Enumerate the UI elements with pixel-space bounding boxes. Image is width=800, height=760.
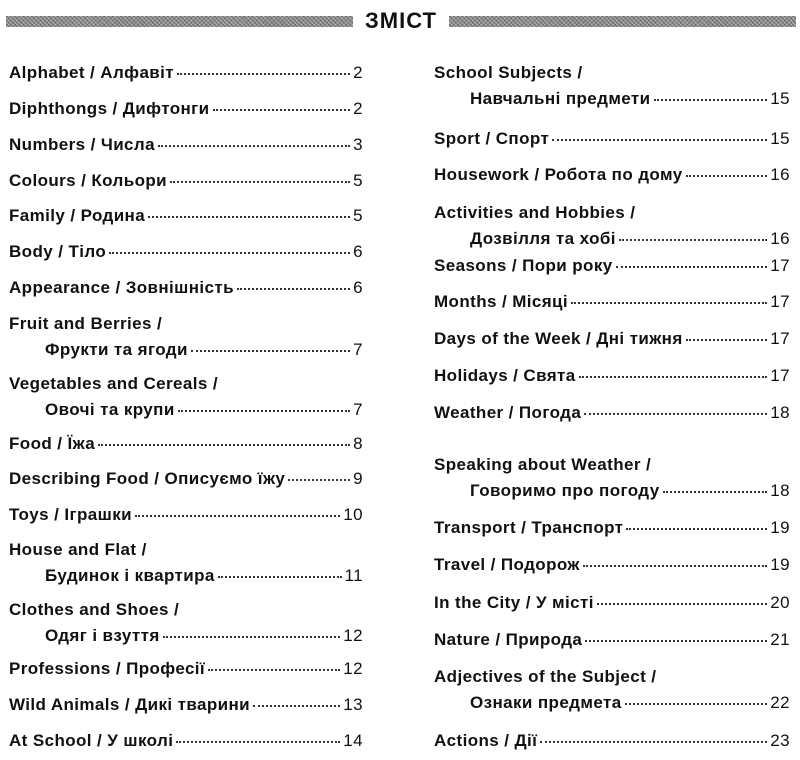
toc-leader-dots <box>686 175 768 177</box>
toc-entry[interactable] <box>434 253 790 279</box>
toc-page-number: 9 <box>353 469 363 488</box>
toc-entry-title-line <box>9 466 363 492</box>
toc-page-number: 22 <box>770 693 790 712</box>
toc-entry-title-line <box>434 590 790 616</box>
toc-entry-text: Fruit and Berries / <box>9 314 163 333</box>
toc-entry-title-line <box>9 371 363 397</box>
toc-entry-text: In the City / У місті <box>434 593 594 612</box>
toc-leader-dots <box>135 515 340 517</box>
toc-entry-text: Toys / Іграшки <box>9 505 132 524</box>
toc-page-number: 17 <box>770 256 790 275</box>
toc-entry-title-line <box>9 692 363 718</box>
toc-page-number: 17 <box>770 329 790 348</box>
toc-leader-dots <box>654 99 768 101</box>
toc-entry-title-line <box>9 656 363 682</box>
toc-entry-title-line <box>9 96 363 122</box>
toc-page-number: 5 <box>353 171 363 190</box>
toc-entry-title-line <box>9 502 363 528</box>
toc-entry-subtitle-line <box>9 397 363 423</box>
toc-entry-text: Body / Тіло <box>9 242 107 261</box>
toc-leader-dots <box>686 339 768 341</box>
toc-entry-text: Months / Місяці <box>434 292 569 311</box>
toc-entry[interactable] <box>434 728 790 754</box>
toc-leader-dots <box>626 528 767 530</box>
toc-entry-text: Holidays / Свята <box>434 366 576 385</box>
toc-leader-dots <box>158 145 350 147</box>
toc-leader-dots <box>218 576 342 578</box>
toc-leader-dots <box>552 139 767 141</box>
toc-entry[interactable] <box>434 60 790 112</box>
toc-page-number: 12 <box>343 626 363 645</box>
contents-title: ЗМІСТ <box>365 8 437 33</box>
toc-entry-title-line <box>434 728 790 754</box>
toc-entry-text: At School / У школі <box>9 731 174 750</box>
toc-leader-dots <box>540 741 767 743</box>
header-decorative-bar-left <box>6 16 353 27</box>
toc-entry[interactable] <box>9 466 363 492</box>
toc-leader-dots <box>237 288 350 290</box>
toc-entry-title-line <box>9 239 363 265</box>
toc-page-number: 13 <box>343 695 363 714</box>
toc-page-number: 12 <box>343 659 363 678</box>
toc-entry-text: Alphabet / Алфавіт <box>9 63 174 82</box>
toc-entry-title-line <box>434 363 790 389</box>
toc-entry-title-line <box>434 60 790 86</box>
toc-entry[interactable] <box>9 132 363 158</box>
toc-entry[interactable] <box>9 692 363 718</box>
toc-leader-dots <box>191 350 350 352</box>
toc-entry-title-line <box>9 537 363 563</box>
toc-entry[interactable] <box>9 275 363 301</box>
toc-leader-dots <box>98 444 350 446</box>
toc-entry-text: Transport / Транспорт <box>434 518 624 537</box>
toc-entry[interactable] <box>434 289 790 315</box>
toc-entry-text: Professions / Професії <box>9 659 206 678</box>
toc-entry-subtitle-line <box>434 226 790 252</box>
toc-entry-title-line <box>434 289 790 315</box>
toc-entry-text: Weather / Погода <box>434 403 582 422</box>
toc-entry-title-line <box>9 203 363 229</box>
toc-entry[interactable] <box>9 203 363 229</box>
toc-entry-text: Numbers / Числа <box>9 135 155 154</box>
toc-page-number: 6 <box>353 242 363 261</box>
toc-page-number: 7 <box>353 400 363 419</box>
toc-leader-dots <box>148 216 350 218</box>
toc-entry-title-line <box>434 200 790 226</box>
toc-page-number: 19 <box>770 555 790 574</box>
toc-page-number: 7 <box>353 340 363 359</box>
toc-entry[interactable] <box>9 537 363 589</box>
toc-entry[interactable] <box>434 452 790 504</box>
toc-page-number: 10 <box>343 505 363 524</box>
toc-leader-dots <box>170 181 350 183</box>
toc-leader-dots <box>597 603 767 605</box>
toc-entry-subtitle-line <box>9 337 363 363</box>
toc-entry-text: Дозвілля та хобі <box>470 229 616 248</box>
toc-entry-text: Describing Food / Описуємо їжу <box>9 469 286 488</box>
contents-header <box>0 8 800 34</box>
toc-page-number: 16 <box>770 165 790 184</box>
toc-leader-dots <box>584 413 767 415</box>
toc-entry-subtitle-line <box>434 690 790 716</box>
toc-entry-title-line <box>434 326 790 352</box>
toc-entry-title-line <box>434 400 790 426</box>
toc-entry[interactable] <box>9 431 363 457</box>
toc-entry-title-line <box>434 162 790 188</box>
toc-entry-text: Sport / Спорт <box>434 129 550 148</box>
toc-leader-dots <box>163 636 341 638</box>
toc-entry-title-line <box>9 60 363 86</box>
toc-entry-subtitle-line <box>434 478 790 504</box>
toc-entry-text: Vegetables and Cereals / <box>9 374 218 393</box>
header-decorative-bar-right <box>449 16 796 27</box>
toc-page-number: 15 <box>770 129 790 148</box>
toc-entry[interactable] <box>434 400 790 426</box>
toc-entry-text: Seasons / Пори року <box>434 256 613 275</box>
toc-entry[interactable] <box>9 60 363 86</box>
toc-entry[interactable] <box>9 168 363 194</box>
toc-page-number: 17 <box>770 292 790 311</box>
toc-entry-title-line <box>434 452 790 478</box>
toc-entry[interactable] <box>9 311 363 363</box>
toc-entry[interactable] <box>434 552 790 578</box>
toc-entry-text: Family / Родина <box>9 206 146 225</box>
toc-page-number: 18 <box>770 481 790 500</box>
toc-entry[interactable] <box>9 96 363 122</box>
toc-entry-text: Clothes and Shoes / <box>9 600 180 619</box>
toc-entry[interactable] <box>434 590 790 616</box>
toc-entry-title-line <box>434 126 790 152</box>
toc-entry-text: Ознаки предмета <box>470 693 622 712</box>
toc-page-number: 11 <box>344 566 363 585</box>
toc-page-number: 17 <box>770 366 790 385</box>
toc-leader-dots <box>208 669 340 671</box>
toc-leader-dots <box>579 376 768 378</box>
toc-entry[interactable] <box>9 239 363 265</box>
toc-leader-dots <box>177 73 350 75</box>
toc-entry-subtitle-line <box>9 623 363 649</box>
toc-page-number: 8 <box>353 434 363 453</box>
toc-entry-text: Housework / Робота по дому <box>434 165 683 184</box>
toc-entry-text: Овочі та крупи <box>45 400 175 419</box>
toc-leader-dots <box>253 705 340 707</box>
toc-entry-subtitle-line <box>434 86 790 112</box>
toc-leader-dots <box>178 410 350 412</box>
toc-entry-text: Food / Їжа <box>9 434 96 453</box>
toc-page-number: 6 <box>353 278 363 297</box>
toc-entry[interactable] <box>9 656 363 682</box>
toc-entry-text: House and Flat / <box>9 540 147 559</box>
toc-entry-title-line <box>434 552 790 578</box>
toc-entry[interactable] <box>434 326 790 352</box>
toc-leader-dots <box>213 109 351 111</box>
toc-entry-title-line <box>9 132 363 158</box>
toc-leader-dots <box>663 491 768 493</box>
toc-entry[interactable] <box>9 371 363 423</box>
toc-leader-dots <box>583 565 767 567</box>
toc-entry-title-line <box>9 728 363 754</box>
toc-entry[interactable] <box>9 597 363 649</box>
toc-leader-dots <box>625 703 768 705</box>
toc-entry[interactable] <box>434 363 790 389</box>
toc-entry-text: Nature / Природа <box>434 630 583 649</box>
toc-entry[interactable] <box>434 664 790 716</box>
toc-page-number: 18 <box>770 403 790 422</box>
toc-page-number: 15 <box>770 89 790 108</box>
toc-page-number: 3 <box>353 135 363 154</box>
toc-entry-title-line <box>434 664 790 690</box>
toc-entry-text: Colours / Кольори <box>9 171 167 190</box>
toc-entry-text: Навчальні предмети <box>470 89 651 108</box>
toc-leader-dots <box>571 302 767 304</box>
toc-entry-text: Diphthongs / Дифтонги <box>9 99 210 118</box>
toc-entry-title-line <box>9 431 363 457</box>
toc-entry-title-line <box>9 168 363 194</box>
toc-page-number: 21 <box>770 630 790 649</box>
toc-leader-dots <box>288 479 350 481</box>
toc-leader-dots <box>616 266 768 268</box>
toc-entry-subtitle-line <box>9 563 363 589</box>
toc-entry-text: Фрукти та ягоди <box>45 340 188 359</box>
toc-entry-text: Будинок і квартира <box>45 566 215 585</box>
toc-entry[interactable] <box>434 162 790 188</box>
toc-entry[interactable] <box>434 515 790 541</box>
toc-page-number: 23 <box>770 731 790 750</box>
toc-page-number: 2 <box>353 63 363 82</box>
toc-leader-dots <box>585 640 767 642</box>
toc-page-number: 19 <box>770 518 790 537</box>
toc-entry[interactable] <box>434 200 790 252</box>
toc-entry-title-line <box>9 311 363 337</box>
toc-entry-text: Wild Animals / Дикі тварини <box>9 695 250 714</box>
toc-entry-title-line <box>9 275 363 301</box>
toc-entry[interactable] <box>9 502 363 528</box>
toc-entry-text: Activities and Hobbies / <box>434 203 636 222</box>
toc-entry[interactable] <box>434 126 790 152</box>
toc-entry-text: Говоримо про погоду <box>470 481 660 500</box>
toc-entry[interactable] <box>434 627 790 653</box>
toc-entry-text: Appearance / Зовнішність <box>9 278 234 297</box>
toc-page-number: 14 <box>343 731 363 750</box>
toc-page-number: 2 <box>353 99 363 118</box>
toc-page-number: 20 <box>770 593 790 612</box>
toc-leader-dots <box>176 741 340 743</box>
toc-entry-title-line <box>434 515 790 541</box>
toc-entry-title-line <box>9 597 363 623</box>
toc-page-number: 5 <box>353 206 363 225</box>
toc-entry-title-line <box>434 627 790 653</box>
toc-entry[interactable] <box>9 728 363 754</box>
toc-leader-dots <box>619 239 767 241</box>
toc-leader-dots <box>109 252 350 254</box>
toc-entry-text: Adjectives of the Subject / <box>434 667 657 686</box>
toc-entry-text: Days of the Week / Дні тижня <box>434 329 683 348</box>
toc-entry-text: Speaking about Weather / <box>434 455 652 474</box>
toc-entry-text: Одяг і взуття <box>45 626 160 645</box>
toc-entry-text: School Subjects / <box>434 63 583 82</box>
toc-entry-text: Actions / Дії <box>434 731 538 750</box>
toc-page-number: 16 <box>770 229 790 248</box>
toc-entry-title-line <box>434 253 790 279</box>
toc-entry-text: Travel / Подорож <box>434 555 580 574</box>
